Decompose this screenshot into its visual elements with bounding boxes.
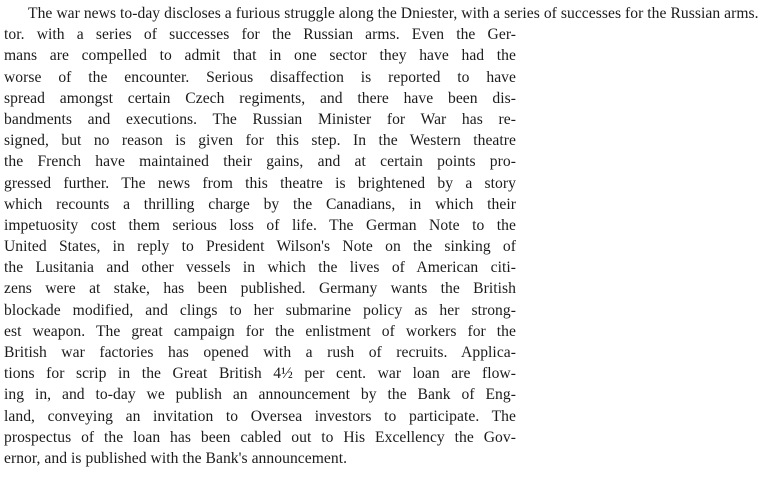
article-line: signed, but no reason is given for this step. In the Western theatre: [4, 132, 516, 150]
article-line: ing in, and to-day we publish an announcement by the Bank of Eng-: [4, 386, 516, 404]
article-line: zens were at stake, has been published. Germany wants the British: [4, 280, 516, 298]
article-line: tions for scrip in the Great British 4½ per cent. war loan are flow-: [4, 365, 516, 383]
article-line: land, conveying an invitation to Oversea investors to participate. The: [4, 407, 516, 425]
article-line: worse of the encounter. Serious disaffection is reported to have: [4, 68, 516, 86]
article-paragraph: [4, 3, 759, 469]
article-line: blockade modified, and clings to her submarine policy as her strong-: [4, 301, 516, 319]
article-line: gressed further. The news from this theatre is brightened by a story: [4, 174, 516, 192]
article-line: The war news to-day discloses a furious struggle along the Dniester, with a series of successes for the Russian arms.: [28, 5, 759, 22]
article-line: impetuosity cost them serious loss of life. The German Note to the: [4, 216, 516, 234]
newspaper-clipping: [4, 0, 759, 501]
article-line: the French have maintained their gains, and at certain points pro-: [4, 153, 516, 171]
article-line: which recounts a thrilling charge by the Canadians, in which their: [4, 195, 516, 213]
article-line: mans are compelled to admit that in one sector they have had the: [4, 47, 516, 65]
article-line: British war factories has opened with a rush of recruits. Applica-: [4, 344, 516, 361]
article-line: est weapon. The great campaign for the enlistment of workers for the: [4, 322, 516, 340]
article-line: bandments and executions. The Russian Minister for War has re-: [4, 110, 516, 128]
article-line: United States, in reply to President Wilson's Note on the sinking of: [4, 238, 516, 256]
article-line: prospectus of the loan has been cabled out to His Excellency the Gov-: [4, 428, 516, 446]
article-line: the Lusitania and other vessels in which the lives of American citi-: [4, 259, 516, 277]
article-line: tor. with a series of successes for the Russian arms. Even the Ger-: [4, 26, 516, 44]
article-line: ernor, and is published with the Bank's announcement.: [4, 449, 348, 467]
article-line: spread amongst certain Czech regiments, and there have been dis-: [4, 89, 516, 107]
